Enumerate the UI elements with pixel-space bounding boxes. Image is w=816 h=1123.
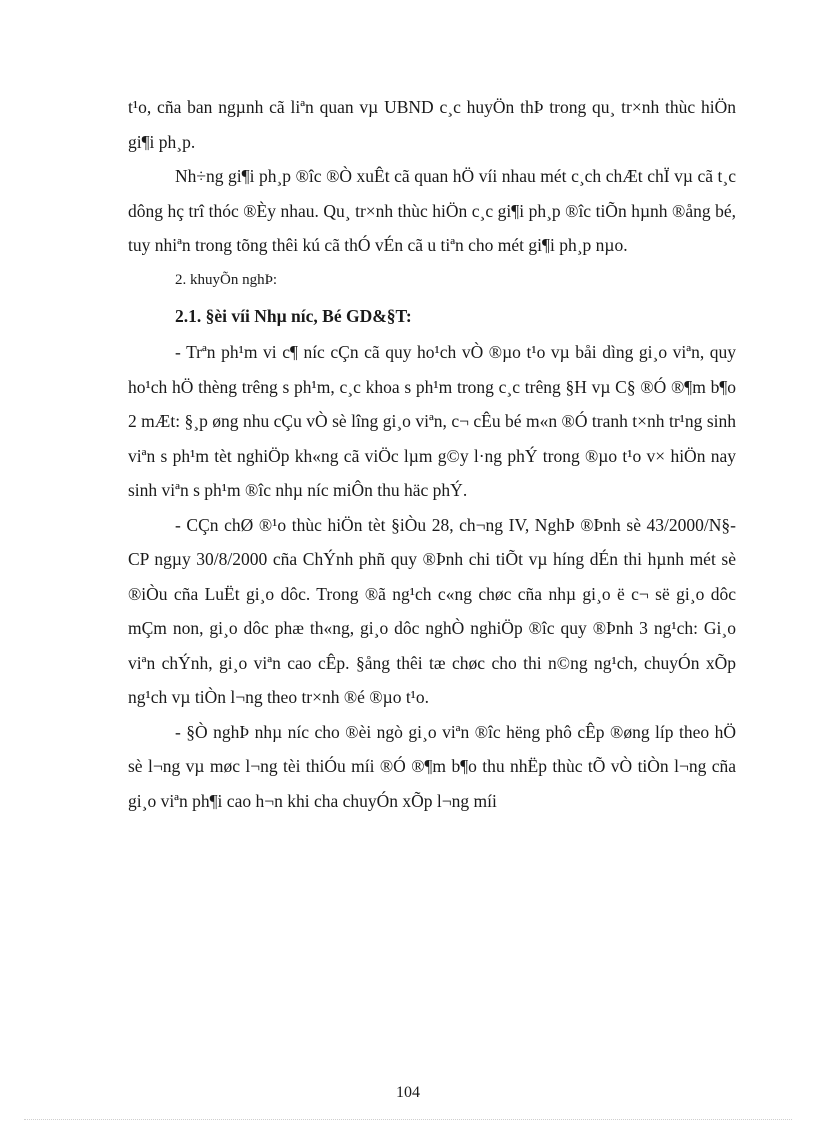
subsection-heading-state-ministry: 2.1. §èi víi Nhµ níc, Bé GD&§T: <box>175 306 412 326</box>
paragraph-continued: t¹o, cña ban ngµnh cã liªn quan vµ UBND c¸c huyÖn thÞ trong qu¸ tr×nh thùc hiÖn gi¶i ph¸p. <box>128 97 736 152</box>
paragraph-solutions: Nh÷ng gi¶i ph¸p ®îc ®Ò xuÊt cã quan hÖ víi nhau mét c¸ch chÆt chÏ vµ cã t¸c dông hç trî thóc ®Èy nhau. Qu¸ tr×nh thùc hiÖn c¸c gi¶i ph¸p ®îc tiÕn hµnh ®ång bé, tuy nhiªn trong tõng thêi kú cã thÓ vÉn cã u tiªn cho mét gi¶i ph¸p nµo. <box>128 166 736 255</box>
section-heading-recommendations: 2. khuyÕn nghÞ: <box>175 271 278 288</box>
bottom-divider <box>24 1119 792 1120</box>
body-text <box>128 90 736 818</box>
paragraph-planning: - Trªn ph¹m vi c¶ níc cÇn cã quy ho¹ch vÒ ®µo t¹o vµ båi dìng gi¸o viªn, quy ho¹ch hÖ thèng trêng s ph¹m, c¸c khoa s ph¹m trong c¸c trêng §H vµ C§ ®Ó ®¶m b¶o 2 mÆt: §¸p øng nhu cÇu vÒ sè lîng gi¸o viªn, c¬ cÊu bé m«n ®Ó tranh t×nh tr¹ng sinh viªn s ph¹m tèt nghiÖp kh«ng cã viÖc lµm g©y l·ng phÝ trong ®µo t¹o v× hiÖn nay sinh viªn s ph¹m ®îc nhµ níc miÔn thu häc phÝ. <box>128 342 736 500</box>
paragraph-allowance: - §Ò nghÞ nhµ níc cho ®èi ngò gi¸o viªn ®îc hëng phô cÊp ®øng líp theo hÖ sè l¬ng vµ møc l¬ng tèi thiÓu míi ®Ó ®¶m b¶o thu nhËp thùc tÕ vÒ tiÒn l¬ng cña gi¸o viªn ph¶i cao h¬n khi cha chuyÓn xÕp l¬ng míi <box>128 721 736 811</box>
paragraph-decree: - CÇn chØ ®¹o thùc hiÖn tèt §iÒu 28, ch¬ng IV, NghÞ ®Þnh sè 43/2000/N§-CP ngµy 30/8/2000 cña ChÝnh phñ quy ®Þnh chi tiÕt vµ híng dÉn thi hµnh mét sè ®iÒu cña LuËt gi¸o dôc. Trong ®ã ng¹ch c«ng chøc cña nhµ gi¸o ë c¬ së gi¸o dôc mÇm non, gi¸o dôc phæ th«ng, gi¸o dôc nghÒ nghiÖp ®îc quy ®Þnh 3 ng¹ch: Gi¸o viªn chÝnh, gi¸o viªn cao cÊp. §ång thêi tæ chøc cho thi n©ng ng¹ch, chuyÓn xÕp ng¹ch vµ tiÒn l¬ng theo tr×nh ®é ®µo t¹o. <box>128 514 736 707</box>
page-number: 104 <box>396 1084 420 1101</box>
